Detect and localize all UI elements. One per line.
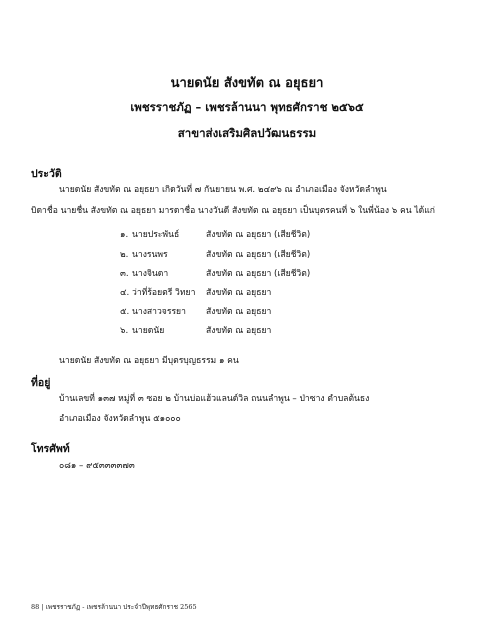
sibling-name: นางจินดา — [132, 269, 169, 279]
sibling-surname: สังขทัต ณ อยุธยา (เสียชีวิต) — [206, 269, 311, 279]
sibling-surname: สังขทัต ณ อยุธยา — [206, 326, 272, 336]
sibling-name: นายประพันธ์ — [132, 230, 180, 240]
sibling-number: ๔. — [120, 288, 130, 298]
sibling-name: ว่าที่ร้อยตรี วิทยา — [132, 288, 196, 298]
address-line-1: บ้านเลขที่ ๑๓๗ หมู่ที่ ๓ ซอย ๒ บ้านบ่อแฮ้วแลนด์วิล ถนนลำพูน – ป่าซาง ตำบลต้นธง — [59, 394, 370, 404]
sibling-number: ๒. — [120, 250, 129, 260]
phone-heading: โทรศัพท์ — [31, 443, 70, 455]
address-heading: ที่อยู่ — [31, 377, 51, 389]
sibling-number: ๓. — [120, 269, 129, 279]
sibling-number: ๑. — [120, 230, 129, 240]
award-subtitle: เพชรราชภัฏ – เพชรล้านนา พุทธศักราช ๒๕๖๕ — [130, 100, 364, 114]
phone-number: ๐๘๑ – ๙๕๓๓๓๓๗๓ — [59, 461, 135, 471]
sibling-name: นางรนพร — [132, 250, 168, 260]
children-line: นายดนัย สังขทัต ณ อยุธยา มีบุตรบุญธรรม ๑ คน — [59, 356, 239, 366]
page-title: นายดนัย สังขทัต ณ อยุธยา — [170, 76, 324, 91]
sibling-name: นายดนัย — [132, 326, 165, 336]
page-footer: 88 | เพชรราชภัฏ - เพชรล้านนา ประจำปีพุทธศักราช 2565 — [31, 603, 197, 611]
sibling-number: ๕. — [120, 307, 130, 317]
biography-line-1: นายดนัย สังขทัต ณ อยุธยา เกิดวันที่ ๗ กันยายน พ.ศ. ๒๔๙๖ ณ อำเภอเมือง จังหวัดลำพูน — [59, 185, 387, 195]
address-line-2: อำเภอเมือง จังหวัดลำพูน ๕๑๐๐๐ — [59, 414, 181, 424]
sibling-surname: สังขทัต ณ อยุธยา — [206, 307, 272, 317]
award-division: สาขาส่งเสริมศิลปวัฒนธรรม — [177, 126, 317, 140]
sibling-surname: สังขทัต ณ อยุธยา (เสียชีวิต) — [206, 230, 311, 240]
biography-heading: ประวัติ — [31, 168, 62, 180]
sibling-number: ๖. — [120, 326, 129, 336]
biography-line-2: บิดาชื่อ นายชื่น สังขทัต ณ อยุธยา มารดาชื่อ นางวันดี สังขทัต ณ อยุธยา เป็นบุตรคนที่ ๖ ในพี่น้อง ๖ คน ได้แก่ — [31, 206, 435, 216]
sibling-name: นางสาวจรรยา — [132, 307, 186, 317]
sibling-surname: สังขทัต ณ อยุธยา — [206, 288, 272, 298]
sibling-surname: สังขทัต ณ อยุธยา (เสียชีวิต) — [206, 250, 311, 260]
